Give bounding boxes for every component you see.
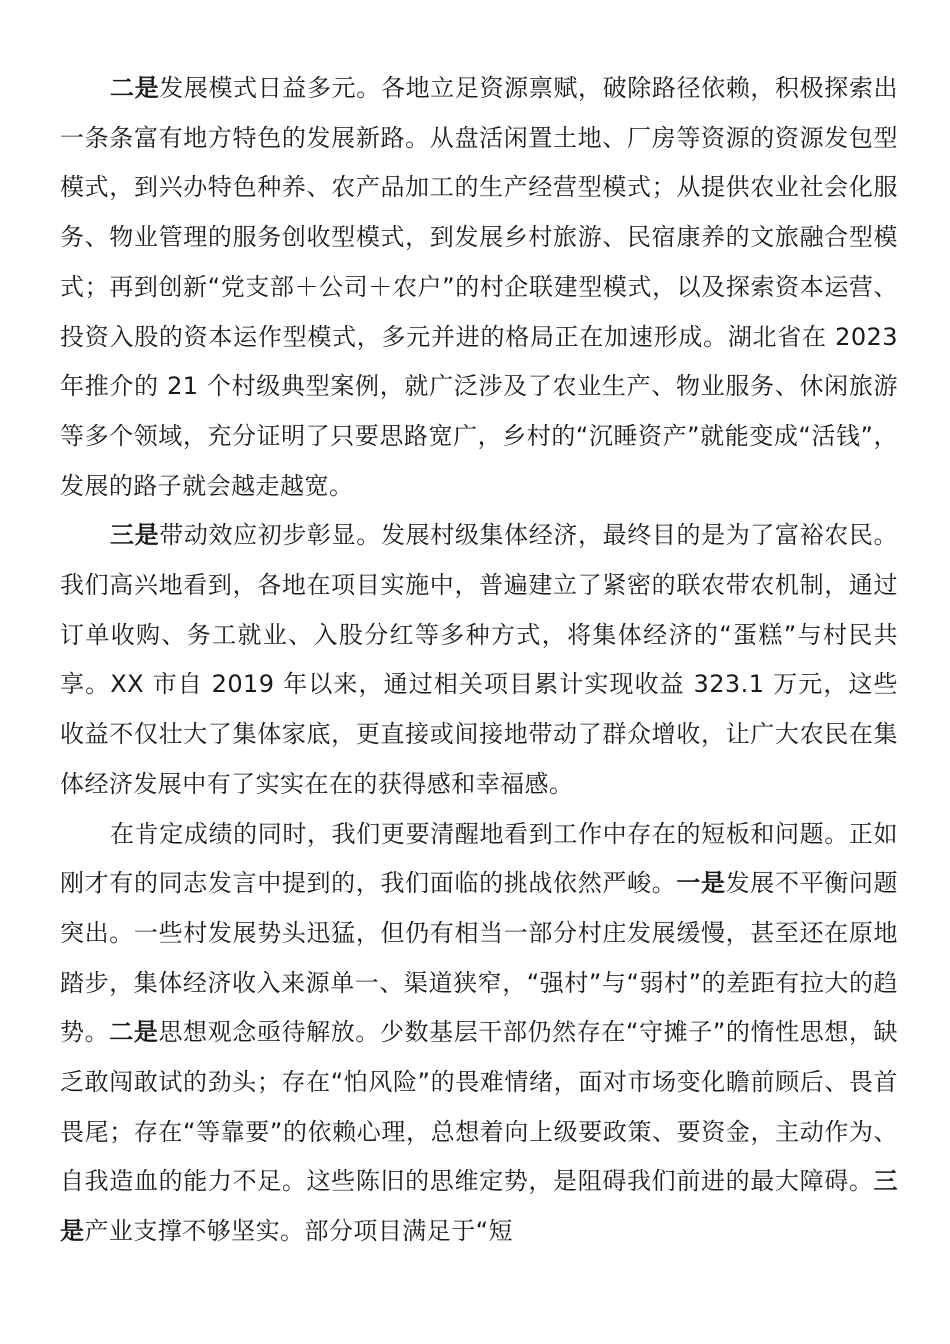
lead-phrase: 三是 [60, 1167, 898, 1246]
paragraph-development-models [60, 64, 898, 511]
paragraph-driving-effect [60, 511, 898, 809]
paragraph-text: 在肯定成绩的同时，我们更要清醒地看到工作中存在的短板和问题。正如刚才有的同志发言中提到的，我们面临的挑战依然严峻。 [60, 819, 898, 898]
paragraph-text: 产业支撑不够坚实。部分项目满足于“短 [84, 1217, 513, 1246]
paragraph-text: 思想观念亟待解放。少数基层干部仍然存在“守摊子”的惰性思想，缺乏敢闯敢试的劲头；存在“怕风险”的畏难情绪，面对市场变化瞻前顾后、畏首畏尾；存在“等靠要”的依赖心理，总想着向上级要政策、要资金，主动作为、自我造血的能力不足。这些陈旧的思维定势，是阻碍我们前进的最大障碍。 [60, 1018, 898, 1196]
paragraph-text: 发展模式日益多元。各地立足资源禀赋，破除路径依赖，积极探索出一条条富有地方特色的发展新路。从盘活闲置土地、厂房等资源的资源发包型模式，到兴办特色种养、农产品加工的生产经营型模式；从提供农业社会化服务、物业管理的服务创收型模式，到发展乡村旅游、民宿康养的文旅融合型模式；再到创新“党支部＋公司＋农户”的村企联建型模式，以及探索资本运营、投资入股的资本运作型模式，多元并进的格局正在加速形成。湖北省在 2023 年推介的 21 个村级典型案例，就广泛涉及了农业生产、物业服务、休闲旅游等多个领域，充分证明了只要思路宽广，乡村的“沉睡资产”就能变成“活钱”，发展的路子就会越走越宽。 [60, 74, 898, 500]
paragraph-text: 带动效应初步彰显。发展村级集体经济，最终目的是为了富裕农民。我们高兴地看到，各地在项目实施中，普遍建立了紧密的联农带农机制，通过订单收购、务工就业、入股分红等多种方式，将集体经济的“蛋糕”与村民共享。XX 市自 2019 年以来，通过相关项目累计实现收益 323.1 万元，这些收益不仅壮大了集体家底，更直接或间接地带动了群众增收，让广大农民在集体经济发展中有了实实在在的获得感和幸福感。 [60, 521, 898, 798]
paragraph-problems [60, 810, 898, 1257]
document-page [60, 64, 898, 1257]
lead-phrase: 三是 [110, 521, 160, 550]
lead-phrase: 一是 [676, 869, 726, 898]
lead-phrase: 二是 [110, 74, 160, 102]
lead-phrase: 二是 [109, 1018, 159, 1047]
paragraph-text: 发展不平衡问题突出。一些村发展势头迅猛，但仍有相当一部分村庄发展缓慢，甚至还在原地踏步，集体经济收入来源单一、渠道狭窄，“强村”与“弱村”的差距有拉大的趋势。 [60, 869, 899, 1047]
